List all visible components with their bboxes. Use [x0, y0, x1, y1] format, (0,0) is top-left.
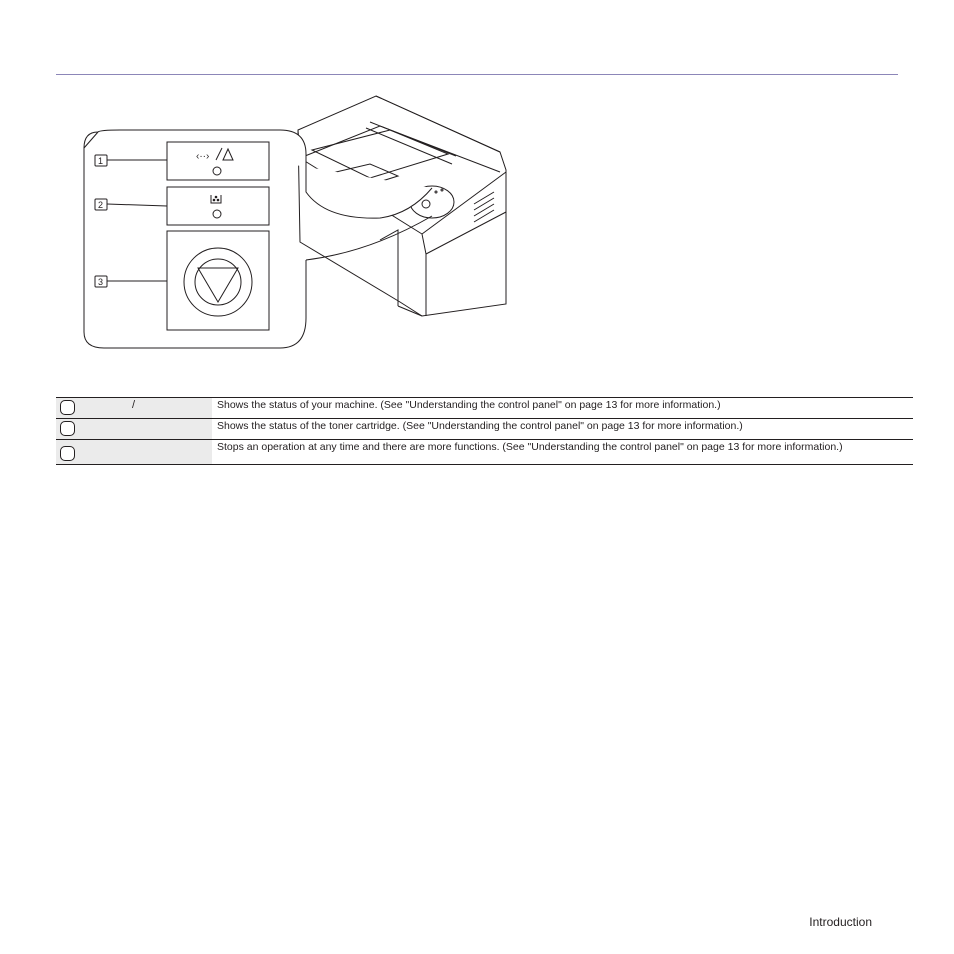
- status-led-panel: [167, 142, 269, 180]
- table-row: [56, 419, 913, 440]
- callout-marker-icon: [60, 400, 75, 415]
- stop-button-panel: [167, 231, 269, 330]
- key-separator: /: [132, 399, 136, 411]
- row-key: [56, 440, 212, 465]
- control-panel-illustration: [80, 92, 520, 352]
- row-description: Shows the status of your machine. (See "Understanding the control panel" on page 13 for more information.): [217, 399, 721, 411]
- row-key: [56, 419, 212, 440]
- callout-2: [95, 199, 167, 210]
- callout-3: [95, 276, 167, 287]
- header-rule: [56, 74, 898, 75]
- control-panel-table: [56, 397, 913, 465]
- svg-text:‹··›: ‹··›: [196, 151, 210, 162]
- callout-1: [95, 155, 167, 166]
- svg-text:3: 3: [98, 277, 104, 287]
- row-key: [56, 398, 212, 419]
- callout-marker-icon: [60, 446, 75, 461]
- table-row: [56, 398, 913, 419]
- toner-led-panel: [167, 187, 269, 225]
- svg-text:1: 1: [98, 156, 104, 166]
- table-row: [56, 440, 913, 465]
- row-description: Stops an operation at any time and there are more functions. (See "Understanding the control panel" on page 13 for more information.): [217, 441, 843, 453]
- footer-section-label: Introduction: [809, 915, 872, 929]
- row-description: Shows the status of the toner cartridge. (See "Understanding the control panel" on page 13 for more information.): [217, 420, 743, 432]
- callout-marker-icon: [60, 421, 75, 436]
- svg-text:2: 2: [98, 200, 104, 210]
